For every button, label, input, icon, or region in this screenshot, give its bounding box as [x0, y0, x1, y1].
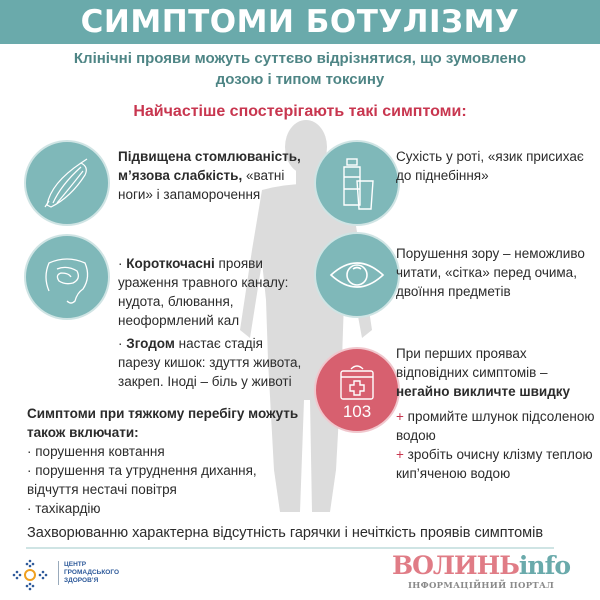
- action-text: зробіть очисну клізму теплою кип’яченою водою: [396, 447, 593, 481]
- footer-divider: [26, 547, 554, 549]
- short-term-rest: прояви ураження травного каналу: нудота, блювання, неоформлений кал: [118, 256, 289, 328]
- subtitle-line-2: дозою і типом токсину: [215, 71, 385, 88]
- page-title: СИМПТОМИ БОТУЛІЗМУ: [80, 4, 520, 40]
- action-item: [396, 407, 596, 445]
- plus-icon: +: [396, 409, 404, 424]
- severe-symptoms-block: [27, 404, 307, 518]
- severe-item: · тахікардію: [27, 501, 101, 516]
- org-line: ЦЕНТР: [64, 561, 87, 568]
- brand-part-1: ВОЛИНЬ: [392, 551, 519, 580]
- severe-item: · порушення та утруднення дихання, відчуття нестачі повітря: [27, 463, 257, 497]
- plus-icon: +: [396, 447, 404, 462]
- severe-item: · порушення ковтання: [27, 444, 165, 459]
- subtitle-line-1: Клінічні прояви можуть суттєво відрізнятися, що зумовлено: [73, 50, 527, 67]
- severe-title: Симптоми при тяжкому перебігу можуть також включати:: [27, 406, 299, 440]
- vision-symptom-text: Порушення зору – неможливо читати, «сітка» перед очима, двоїння предметів: [396, 246, 585, 299]
- severe-item-text: тахікардію: [35, 501, 101, 516]
- digestive-symptom-text: [118, 254, 308, 391]
- muscle-symptom-bold: Підвищена стомлюваність, м’язова слабкість,: [118, 149, 301, 183]
- public-health-center-name: [58, 561, 119, 585]
- severe-item-text: порушення ковтання: [35, 444, 165, 459]
- action-text: промийте шлунок підсоленою водою: [396, 409, 595, 443]
- first-aid-kit-icon: [335, 361, 379, 403]
- muscle-icon-circle: [24, 140, 110, 226]
- action-item: [396, 445, 596, 483]
- org-line: ГРОМАДСЬКОГО: [64, 569, 120, 576]
- muscle-symptom-rest: «ватні ноги» і запаморочення: [118, 168, 285, 202]
- bottle-glass-icon: [327, 153, 387, 213]
- first-aid-icon-circle: [314, 347, 400, 433]
- footer-note: Захворюванню характерна відсутність гарячки і нечіткість проявів симптомів: [27, 525, 544, 541]
- muscle-symptom-text: [118, 147, 303, 204]
- intestine-icon: [37, 247, 97, 307]
- later-bold: Згодом: [126, 336, 175, 351]
- severe-item-text: порушення та утруднення дихання, відчуття нестачі повітря: [27, 463, 257, 497]
- org-line: ЗДОРОВ’Я: [64, 577, 99, 584]
- muscle-icon: [37, 153, 97, 213]
- lead-heading: Найчастіше спостерігають такі симптоми:: [133, 103, 467, 120]
- public-health-center-logo-icon: [10, 557, 50, 593]
- short-term-bold: Короткочасні: [126, 256, 215, 271]
- brand-part-2: info: [518, 551, 570, 580]
- emergency-intro: При перших проявах відповідних симптомів –: [396, 346, 548, 380]
- emergency-call-bold: негайно викличте швидку: [396, 384, 571, 399]
- brand-tagline: ІНФОРМАЦІЙНИЙ ПОРТАЛ: [408, 581, 555, 591]
- later-rest: настає стадія парезу кишок: здуття живота, закреп. Іноді – біль у животі: [118, 336, 302, 389]
- bottle-icon-circle: [314, 140, 400, 226]
- volyn-info-logo: [392, 551, 570, 580]
- digestive-later: · Згодом настає стадія парезу кишок: здуття живота, закреп. Іноді – біль у животі: [118, 336, 302, 389]
- dry-mouth-text: Сухість у роті, «язик присихає до піднебіння»: [396, 149, 584, 183]
- eye-icon: [327, 255, 387, 295]
- digestive-short-term: · Короткочасні прояви ураження травного каналу: нудота, блювання, неоформлений кал: [118, 256, 289, 328]
- eye-icon-circle: [314, 232, 400, 318]
- emergency-text: [396, 344, 596, 483]
- emergency-number: 103: [342, 401, 372, 421]
- intestine-icon-circle: [24, 234, 110, 320]
